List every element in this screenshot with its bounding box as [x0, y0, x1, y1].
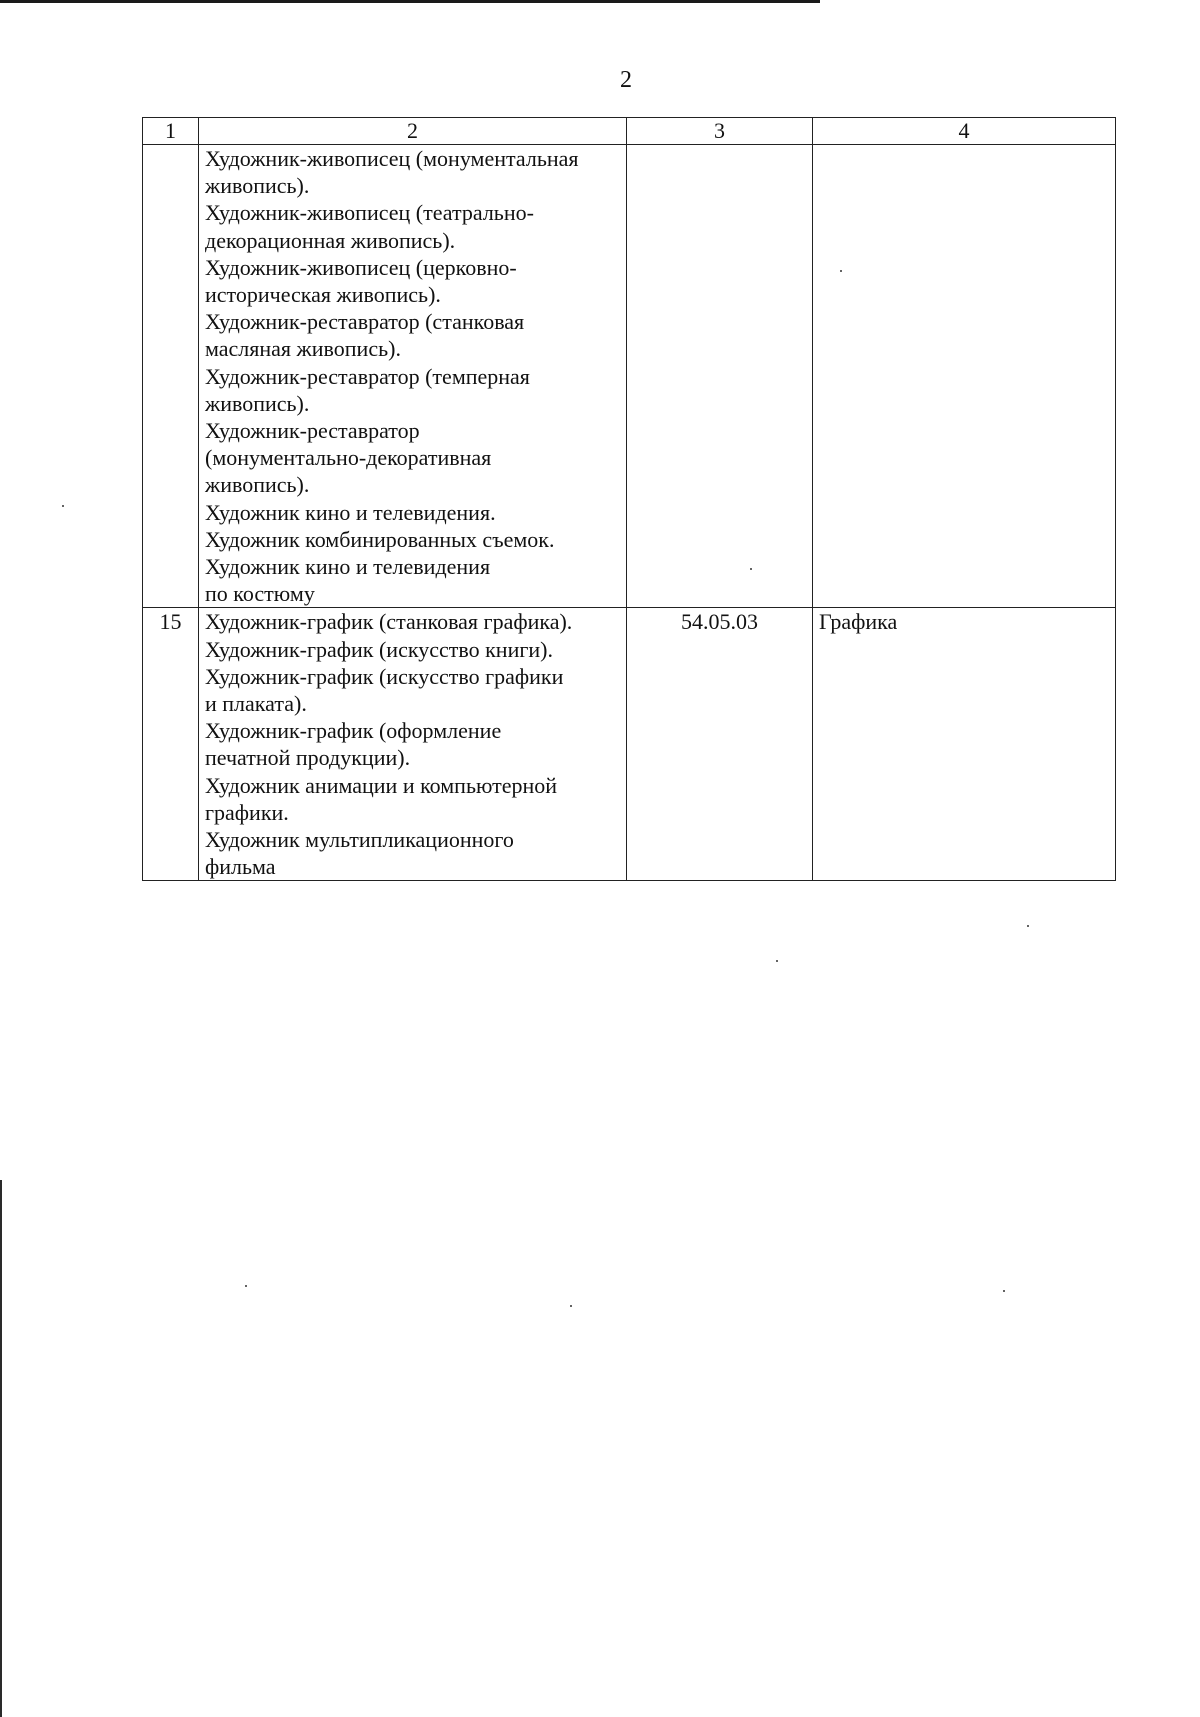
qualification-line: Художник-живописец (театрально- — [205, 200, 534, 226]
specialty-name: Графика — [813, 608, 1116, 881]
qualification-cell — [199, 145, 627, 608]
qualification-line: Художник-живописец (церковно- — [205, 254, 517, 280]
row-number — [143, 145, 199, 608]
qualification-line: Художник-реставратор (станковая — [205, 309, 525, 335]
scan-left-edge — [0, 1180, 2, 1717]
specialty-code — [627, 145, 813, 608]
qualification-line: Художник-график (оформление — [205, 718, 502, 744]
qualification-line: Художник мультипликационного — [205, 827, 514, 853]
row-number: 15 — [143, 608, 199, 881]
specialty-table — [142, 117, 1116, 881]
scan-speck — [1027, 925, 1029, 927]
header-col-4: 4 — [813, 118, 1116, 145]
scan-speck — [1003, 1290, 1005, 1292]
qualification-line: Художник-график (искусство книги). — [205, 636, 553, 662]
qualification-line: живопись). — [205, 472, 310, 498]
scan-top-rule — [0, 0, 820, 3]
scan-speck — [62, 505, 64, 507]
scan-speck — [840, 270, 842, 272]
qualification-line: и плаката). — [205, 691, 307, 717]
qualification-line: графики. — [205, 799, 289, 825]
qualification-line: Художник кино и телевидения. — [205, 499, 496, 525]
qualification-line: живопись). — [205, 173, 310, 199]
qualification-line: Художник комбинированных съемок. — [205, 526, 555, 552]
specialty-name — [813, 145, 1116, 608]
header-col-3: 3 — [627, 118, 813, 145]
qualification-line: (монументально-декоративная — [205, 445, 492, 471]
header-col-1: 1 — [143, 118, 199, 145]
qualification-line: живопись). — [205, 390, 310, 416]
qualification-line: фильма — [205, 854, 276, 880]
qualification-line: Художник-реставратор (темперная — [205, 363, 530, 389]
table-row — [143, 608, 1116, 881]
qualification-cell — [199, 608, 627, 881]
qualification-line: декорационная живопись). — [205, 227, 456, 253]
qualification-line: по костюму — [205, 581, 315, 607]
qualification-line: Художник-реставратор — [205, 418, 420, 444]
scan-speck — [750, 568, 752, 570]
specialty-code: 54.05.03 — [627, 608, 813, 881]
qualification-line: историческая живопись). — [205, 282, 441, 308]
table-header-row — [143, 118, 1116, 145]
scan-speck — [245, 1285, 247, 1287]
qualification-line: Художник кино и телевидения — [205, 554, 491, 580]
table-row — [143, 145, 1116, 608]
qualification-line: Художник анимации и компьютерной — [205, 772, 558, 798]
qualification-line: Художник-график (станковая графика). — [205, 609, 573, 635]
qualification-line: Художник-график (искусство графики — [205, 663, 564, 689]
scan-speck — [776, 960, 778, 962]
header-col-2: 2 — [199, 118, 627, 145]
scan-speck — [570, 1305, 572, 1307]
qualification-line: масляная живопись). — [205, 336, 401, 362]
qualification-line: печатной продукции). — [205, 745, 411, 771]
page-number: 2 — [620, 67, 632, 93]
qualification-line: Художник-живописец (монументальная — [205, 146, 579, 171]
